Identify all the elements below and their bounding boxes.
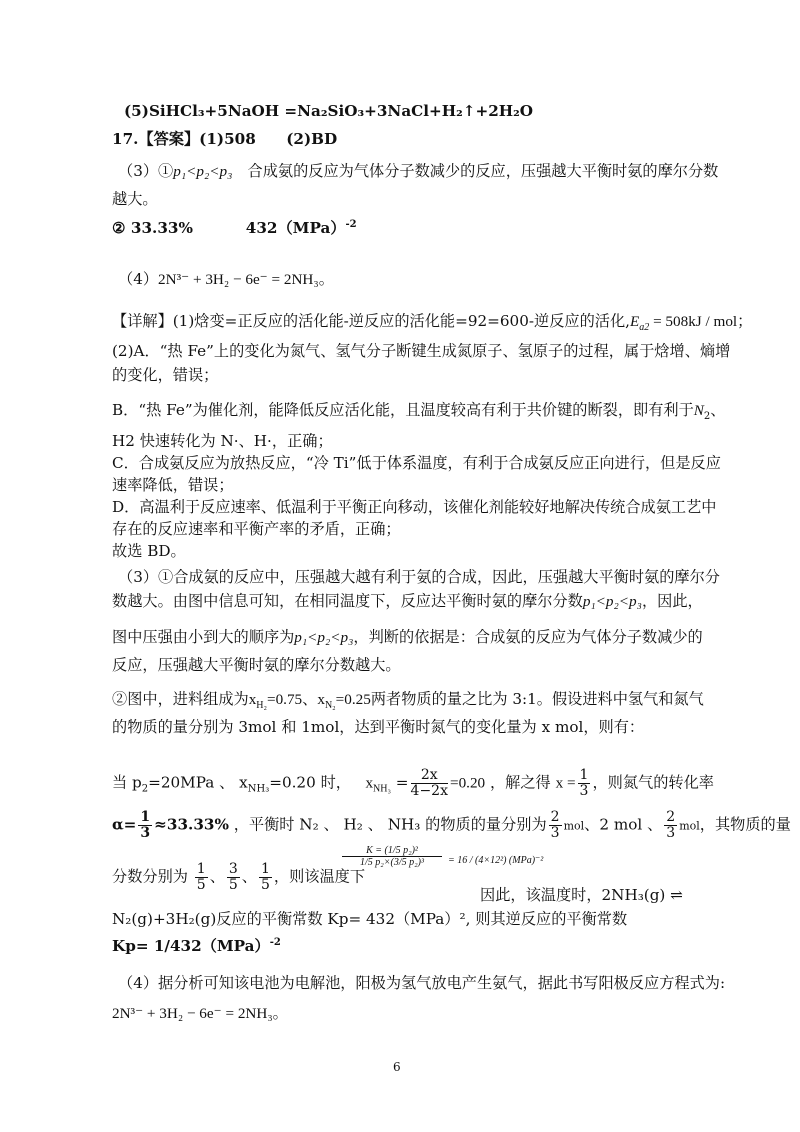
mole-fraction-expr: $\frac{2x}{4-2x}$: [410, 767, 448, 799]
answer-prev-5: (5)SiHCl₃+5NaOH =Na₂SiO₃+3NaCl+H₂↑+2H₂O: [124, 102, 533, 120]
detail-3-line1: （3）①合成氨的反应中，压强越大越有利于氨的合成，因此，压强越大平衡时氨的摩尔分: [118, 568, 720, 586]
detail-3b-line2: 的物质的量分别为 3mol 和 1mol，达到平衡时氮气的变化量为 x mol，则有：: [112, 718, 645, 736]
detail-2c: C．合成氨反应为放热反应，“冷 Ti”低于体系温度，有利于合成氨反应正向进行，但是反应: [112, 454, 721, 472]
work-therefore: 因此，该温度时，2NH₃(g) ⇌: [480, 886, 683, 904]
detail-2b: B．“热 Fe”为催化剂，能降低反应活化能，且温度较高有利于共价键的断裂，即有利于$N_2$、: [112, 401, 726, 423]
answer-3-1: （3）①p₁<p₂<p₃ 合成氨的反应为气体分子数减少的反应，压强越大平衡时氨的摩尔分数: [118, 162, 719, 180]
detail-3b-line1: ②图中，进料组成为$x_{H_2}=0.75$、$x_{N_2}=0.25$两者物质的量之比为 3:1。假设进料中氢气和氮气: [112, 690, 704, 712]
detail-2d-cont: 存在的反应速率和平衡产率的矛盾，正确；: [112, 520, 401, 538]
work-line2: α= $\frac{1}{3}$ ≈33.33% ，平衡时 N₂ 、 H₂ 、 NH₃ 的物质的量分别为 $\frac{2}{3}$ mol、2 mol 、 $\frac{2}{3}$ mol，其物质的量: [112, 809, 791, 841]
detail-2a: (2)A．“热 Fe”上的变化为氮气、氢气分子断键生成氮原子、氢原子的过程，属于焓增、熵增: [112, 342, 731, 360]
pressure-order: p₁<p₂<p₃: [173, 163, 233, 180]
answer-4: （4）2N³⁻ + 3H₂ − 6e⁻ = 2NH₃。: [118, 270, 334, 288]
work-line1: 当 $p_2=20MPa$ 、 $x_{NH_3}=0.20$ 时， $x_{NH_3}$ = $\frac{2x}{4-2x}$ =0.20 ，解之得 x = $\frac{1}{3}$ ，则氮气的转化率: [112, 767, 714, 799]
detail-3-line3: 图中压强由小到大的顺序为p₁<p₂<p₃，判断的依据是：合成氨的反应为气体分子数减少的: [112, 628, 703, 646]
anode-equation: 2N³⁻ + 3H₂ − 6e⁻ = 2NH₃: [158, 271, 319, 288]
work-line3: 分数分别为 $\frac{1}{5}$ 、 $\frac{3}{5}$ 、 $\frac{1}{5}$ ，则该温度下: [112, 861, 366, 893]
detail-2c-cont: 速率降低，错误；: [112, 476, 234, 494]
q17-answer-heading: 17.【答案】(1)508 (2)BD: [112, 130, 338, 148]
answer-3-2: ② 33.33% 432（MPa）$^{-2}$: [112, 219, 357, 238]
answer-3-1-cont: 越大。: [112, 190, 158, 208]
detail-2-conclusion: 故选 BD。: [112, 542, 186, 560]
detail-4-line1: （4）据分析可知该电池为电解池，阳极为氢气放电产生氨气，据此书写阳极反应方程式为:: [118, 974, 726, 992]
kp-expression: K = (1/5 p₂)² 1/5 p₂×(3/5 p₂)³ = 16 / (4×12²) (MPa)⁻²: [342, 845, 472, 891]
work-kp-final: Kp= 1/432（MPa）$^{-2}$: [112, 937, 281, 956]
detail-2a-cont: 的变化，错误；: [112, 366, 219, 384]
detail-3-line4: 反应，压强越大平衡时氨的摩尔分数越大。: [112, 656, 401, 674]
detail-3-line2: 数越大。由图中信息可知，在相同温度下，反应达平衡时氨的摩尔分数p₁<p₂<p₃，因此，: [112, 592, 703, 610]
detail-2d: D．高温利于反应速率、低温利于平衡正向移动，该催化剂能较好地解决传统合成氨工艺中: [112, 498, 717, 516]
page-number: 6: [393, 1060, 401, 1074]
detail-4-equation: 2N³⁻ + 3H₂ − 6e⁻ = 2NH₃。: [112, 1004, 288, 1022]
work-kp-line: N₂(g)+3H₂(g)反应的平衡常数 Kp= 432（MPa）², 则其逆反应的平衡常数: [112, 910, 628, 928]
detail-2b-cont: H2 快速转化为 N·、H·，正确；: [112, 432, 333, 450]
detail-1: 【详解】(1)焓变=正反应的活化能-逆反应的活化能=92=600-逆反应的活化$,E_{a2} = 508kJ$ / mol；: [112, 312, 753, 334]
